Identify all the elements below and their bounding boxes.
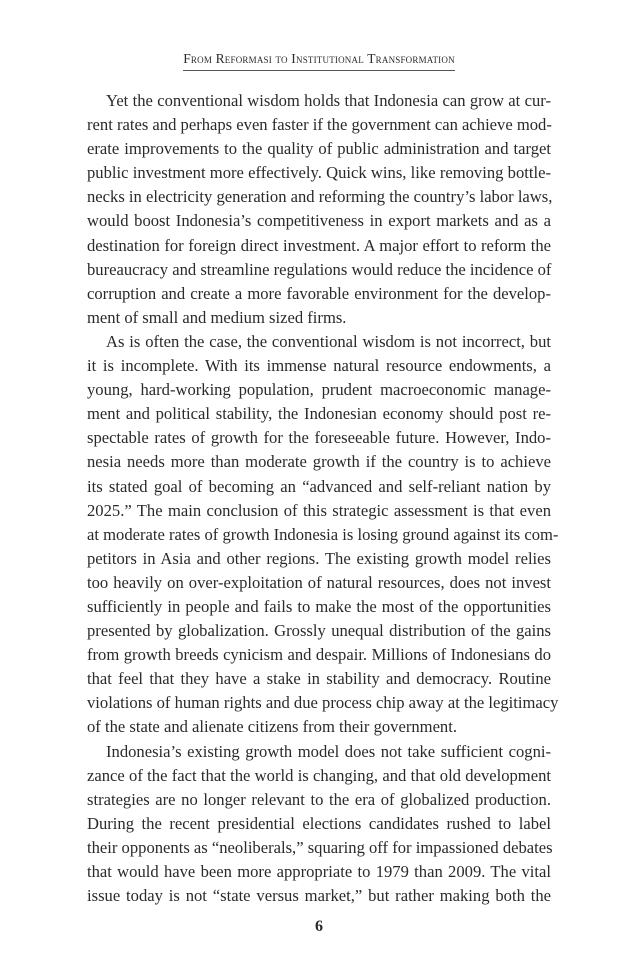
text-line: Indonesia’s existing growth model does not take sufficient cogni- — [106, 741, 551, 761]
text-line: violations of human rights and due process chip away at the legitimacy — [87, 693, 559, 713]
paragraph — [87, 330, 559, 740]
text-line: too heavily on over-exploitation of natural resources, does not invest — [87, 572, 551, 592]
text-line: of the state and alienate citizens from their government. — [87, 717, 457, 737]
body-text — [87, 89, 559, 908]
text-line: that feel that they have a stake in stability and democracy. Routine — [87, 669, 551, 689]
text-line: at moderate rates of growth Indonesia is losing ground against its com- — [87, 524, 559, 544]
text-line: necks in electricity generation and reforming the country’s labor laws, — [87, 187, 553, 207]
text-line: spectable rates of growth for the foreseeable future. However, Indo- — [87, 428, 551, 448]
text-line: ment and political stability, the Indonesian economy should post re- — [87, 404, 551, 424]
text-line: their opponents as “neoliberals,” squaring off for impassioned debates — [87, 837, 553, 857]
paragraph — [87, 89, 551, 330]
text-line: public investment more effectively. Quick wins, like removing bottle- — [87, 163, 551, 183]
text-line: 2025.” The main conclusion of this strategic assessment is that even — [87, 500, 551, 520]
running-title: From Reformasi to Institutional Transformation — [183, 51, 455, 71]
text-line: that would have been more appropriate to 1979 than 2009. The vital — [87, 862, 551, 881]
text-line: erate improvements to the quality of public administration and target — [87, 139, 551, 159]
text-line: ment of small and medium sized firms. — [87, 307, 347, 327]
text-line: corruption and create a more favorable environment for the develop- — [87, 283, 551, 303]
text-line: sufficiently in people and fails to make the most of the opportunities — [87, 596, 551, 616]
text-line: nesia needs more than moderate growth if the country is to achieve — [87, 452, 551, 472]
text-line: presented by globalization. Grossly unequal distribution of the gains — [87, 621, 551, 641]
text-line: it is incomplete. With its immense natural resource endowments, a — [87, 356, 551, 376]
text-line: As is often the case, the conventional wisdom is not incorrect, but — [106, 331, 551, 351]
page-number: 6 — [315, 918, 323, 935]
text-line: zance of the fact that the world is changing, and that old development — [87, 765, 551, 785]
text-line: young, hard-working population, prudent macroeconomic manage- — [87, 380, 551, 400]
text-line: its stated goal of becoming an “advanced and self-reliant nation by — [87, 476, 551, 496]
text-line: strategies are no longer relevant to the era of globalized production. — [87, 789, 551, 809]
text-line: bureaucracy and streamline regulations would reduce the incidence of — [87, 259, 552, 279]
text-line: Yet the conventional wisdom holds that Indonesia can grow at cur- — [106, 91, 551, 110]
text-line: issue today is not “state versus market,” but rather making both the — [87, 886, 551, 906]
text-line: would boost Indonesia’s competitiveness in export markets and as a — [87, 211, 551, 231]
text-line: rent rates and perhaps even faster if the government can achieve mod- — [87, 115, 552, 135]
paragraph — [87, 740, 551, 909]
running-header — [0, 50, 638, 71]
text-line: destination for foreign direct investment. A major effort to reform the — [87, 235, 551, 255]
text-line: from growth breeds cynicism and despair. Millions of Indonesians do — [87, 645, 551, 665]
text-line: During the recent presidential elections candidates rushed to label — [87, 813, 551, 833]
text-line: petitors in Asia and other regions. The existing growth model relies — [87, 548, 551, 568]
